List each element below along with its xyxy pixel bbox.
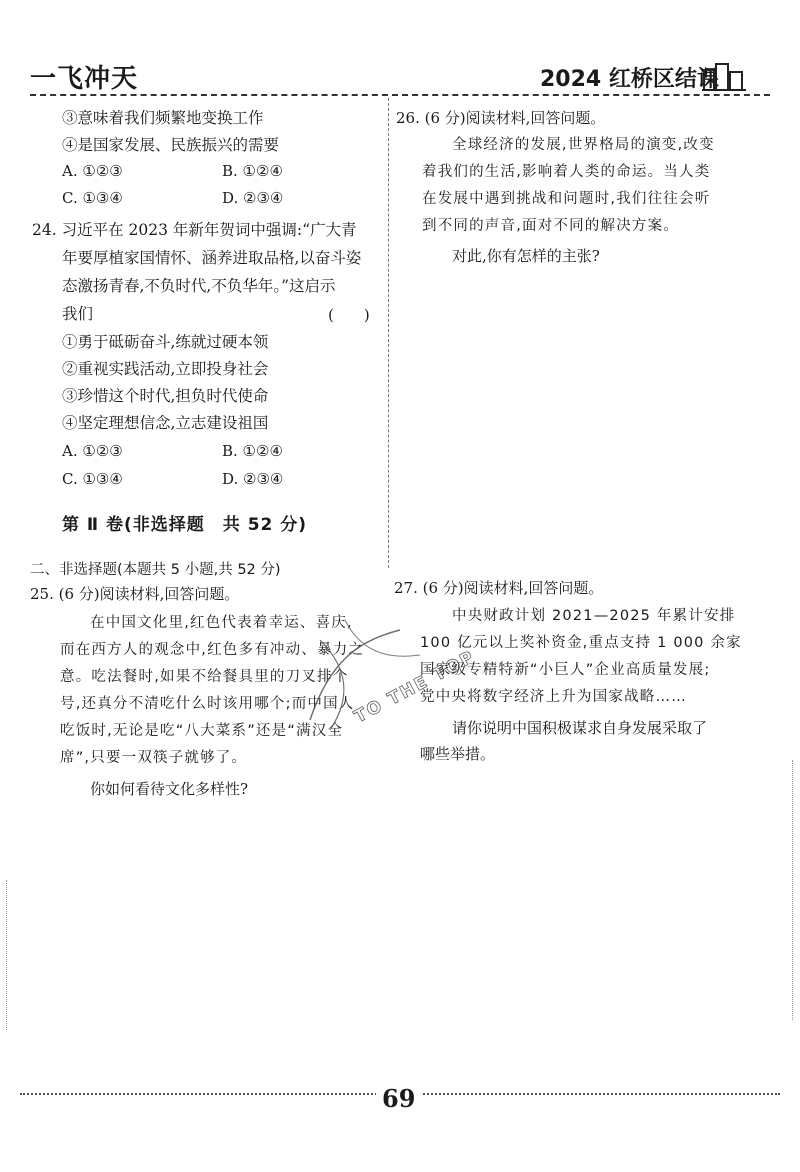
q27-material-line-2: 100 亿元以上奖补资金,重点支持 1 000 余家	[420, 635, 742, 651]
page-number: 69	[376, 1084, 421, 1113]
books-icon	[700, 60, 748, 92]
q24-option-d: D. ②③④	[222, 470, 284, 488]
q26-heading: 26. (6 分)阅读材料,回答问题。	[396, 109, 606, 127]
q24-item-4: ④坚定理想信念,立志建设祖国	[62, 414, 269, 432]
q24-option-c: C. ①③④	[62, 470, 123, 488]
q27-heading: 27. (6 分)阅读材料,回答问题。	[394, 579, 604, 597]
q24-option-a: A. ①②③	[62, 442, 123, 460]
q24-stem-line-3: 态激扬青春,不负时代,不负华年。”这启示	[62, 277, 336, 295]
q24-stem-line-4: 我们	[62, 305, 94, 323]
q25-material-line-5: 吃饭时,无论是吃“八大菜系”还是“满汉全	[60, 723, 344, 739]
q23-option-b: B. ①②④	[222, 162, 283, 180]
q25-heading: 25. (6 分)阅读材料,回答问题。	[30, 585, 240, 603]
q25-material-line-3: 意。吃法餐时,如果不给餐具里的刀叉排个	[60, 669, 349, 685]
header-divider	[30, 94, 770, 96]
q26-material-line-4: 到不同的声音,面对不同的解决方案。	[422, 218, 680, 234]
q27-question-line-2: 哪些举措。	[420, 745, 496, 763]
q25-material-line-6: 席”,只要一双筷子就够了。	[60, 750, 248, 766]
section-subtitle: 二、非选择题(本题共 5 小题,共 52 分)	[30, 562, 281, 578]
column-divider	[388, 98, 389, 568]
q23-option-c: C. ①③④	[62, 189, 123, 207]
q24-stem-line-1: 24. 习近平在 2023 年新年贺词中强调:“广大青	[32, 221, 357, 239]
q25-material-line-4: 号,还真分不清吃什么时该用哪个;而中国人	[60, 696, 355, 712]
q23-option-d: D. ②③④	[222, 189, 284, 207]
q27-material-line-1: 中央财政计划 2021—2025 年累计安排	[452, 608, 736, 624]
q27-question-line-1: 请你说明中国积极谋求自身发展采取了	[452, 719, 708, 737]
q23-item-3: ③意味着我们频繁地变换工作	[62, 109, 264, 127]
q27-material-line-4: 党中央将数字经济上升为国家战略……	[420, 689, 687, 705]
section-title: 第 Ⅱ 卷(非选择题 共 52 分)	[62, 515, 308, 535]
q24-item-3: ③珍惜这个时代,担负时代使命	[62, 387, 269, 405]
q23-option-a: A. ①②③	[62, 162, 123, 180]
q26-question: 对此,你有怎样的主张?	[452, 247, 600, 265]
q24-item-2: ②重视实践活动,立即投身社会	[62, 360, 269, 378]
q23-item-4: ④是国家发展、民族振兴的需要	[62, 136, 280, 154]
watermark-text: TO THE TOP	[351, 646, 479, 728]
q24-option-b: B. ①②④	[222, 442, 283, 460]
q26-material-line-1: 全球经济的发展,世界格局的演变,改变	[452, 137, 715, 153]
q25-material-line-1: 在中国文化里,红色代表着幸运、喜庆,	[90, 615, 353, 631]
q26-material-line-3: 在发展中遇到挑战和问题时,我们往往会听	[422, 191, 711, 207]
q25-material-line-2: 而在西方人的观念中,红色多有冲动、暴力之	[60, 642, 365, 658]
q24-item-1: ①勇于砥砺奋斗,练就过硬本领	[62, 333, 269, 351]
q27-material-line-3: 国家级专精特新“小巨人”企业高质量发展;	[420, 662, 711, 678]
q24-stem-line-2: 年要厚植家国情怀、涵养进取品格,以奋斗姿	[62, 249, 362, 267]
q25-question: 你如何看待文化多样性?	[90, 780, 249, 798]
right-edge-mark	[792, 760, 793, 1020]
series-title: 2024 红桥区结课	[540, 67, 719, 92]
left-edge-mark	[6, 880, 7, 1030]
q24-answer-paren: ( )	[328, 306, 370, 324]
watermark-stamp	[290, 600, 479, 750]
q26-material-line-2: 着我们的生活,影响着人类的命运。当人类	[422, 164, 711, 180]
brand-title: 一飞冲天	[30, 64, 139, 94]
